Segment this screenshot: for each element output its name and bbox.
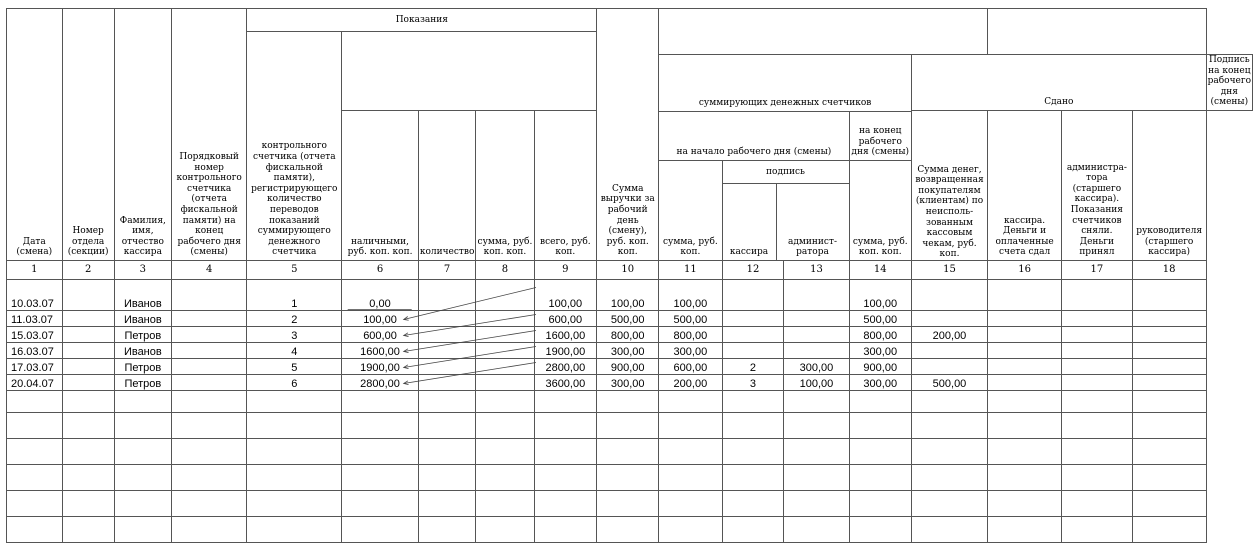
cell-start-sum: 1900,00: [342, 358, 419, 374]
empty-cell: [1132, 390, 1206, 412]
empty-cell: [1062, 464, 1132, 490]
header-qty: [418, 110, 476, 260]
col-number: 5: [247, 260, 342, 279]
empty-cell: [987, 438, 1061, 464]
cell-cash: 600,00: [659, 358, 722, 374]
empty-cell: [659, 390, 722, 412]
cell-qty: [722, 310, 784, 326]
cell-counter: 2: [247, 310, 342, 326]
empty-cell: [171, 326, 246, 342]
cell-end: 600,00: [534, 310, 597, 326]
empty-cell: [62, 279, 114, 310]
empty-cell: [722, 390, 784, 412]
col-number: 3: [114, 260, 171, 279]
empty-cell: [342, 490, 419, 516]
empty-cell: [1062, 310, 1132, 326]
col-number: 14: [849, 260, 912, 279]
empty-cell: [1132, 374, 1206, 390]
header-signature-end-of-day: Подпись на конец рабочего дня (смены): [1206, 55, 1252, 111]
empty-cell: [342, 390, 419, 412]
empty-cell: [476, 374, 534, 390]
col-number: 18: [1132, 260, 1206, 279]
empty-cell: [912, 516, 988, 542]
column-numbers-row: [7, 260, 1253, 279]
empty-cell: [7, 516, 63, 542]
header-sig-admin: администра- тора (старшего кассира). Показания счетчиков сняли. Деньги принял: [1062, 110, 1132, 260]
empty-cell: [1062, 412, 1132, 438]
col-number: 8: [476, 260, 534, 279]
cell-docsum: 100,00: [784, 374, 849, 390]
empty-cell: [1132, 358, 1206, 374]
empty-cell: [1132, 516, 1206, 542]
empty-cell: [476, 342, 534, 358]
header-blank-top-right: [987, 9, 1206, 55]
journal-row: [7, 326, 1253, 342]
empty-cell: [659, 438, 722, 464]
col-number: 15: [912, 260, 988, 279]
cell-total: 300,00: [849, 342, 912, 358]
cell-date: 15.03.07: [7, 326, 63, 342]
cell-start-sum: 600,00: [342, 326, 419, 342]
col-number: 16: [987, 260, 1061, 279]
empty-cell: [114, 516, 171, 542]
header-summing-counters: суммирующих денежных счетчиков: [659, 55, 912, 112]
cell-date: 16.03.07: [7, 342, 63, 358]
cell-total: 900,00: [849, 358, 912, 374]
col-number: 6: [342, 260, 419, 279]
empty-cell: [987, 490, 1061, 516]
empty-row: [7, 412, 1253, 438]
empty-cell: [534, 438, 597, 464]
empty-cell: [534, 516, 597, 542]
col-number: 13: [784, 260, 849, 279]
empty-cell: [7, 390, 63, 412]
cell-total: 800,00: [849, 326, 912, 342]
header-department: Номер отдела (секции): [62, 9, 114, 261]
empty-cell: [418, 374, 476, 390]
cell-cash: 500,00: [659, 310, 722, 326]
cell-total: 100,00: [849, 279, 912, 310]
col-number: 12: [722, 260, 784, 279]
journal-row: [7, 342, 1253, 358]
empty-row: [7, 464, 1253, 490]
cell-counter: 5: [247, 358, 342, 374]
cell-date: 10.03.07: [7, 279, 63, 310]
empty-cell: [342, 412, 419, 438]
col-number: 11: [659, 260, 722, 279]
empty-cell: [1062, 326, 1132, 342]
journal-form: [6, 8, 1253, 543]
cell-docsum: [784, 342, 849, 358]
empty-cell: [342, 516, 419, 542]
empty-cell: [171, 464, 246, 490]
empty-cell: [987, 326, 1061, 342]
empty-cell: [1062, 490, 1132, 516]
empty-cell: [114, 412, 171, 438]
empty-cell: [7, 438, 63, 464]
empty-cell: [1132, 310, 1206, 326]
empty-cell: [659, 490, 722, 516]
cell-cashier: Петров: [114, 326, 171, 342]
cell-cashier: Иванов: [114, 279, 171, 310]
cell-docsum: [784, 279, 849, 310]
cell-qty: [722, 279, 784, 310]
empty-cell: [7, 464, 63, 490]
header-docsum: сумма, руб. коп. коп.: [476, 110, 534, 260]
empty-cell: [1062, 516, 1132, 542]
empty-cell: [987, 342, 1061, 358]
empty-cell: [987, 464, 1061, 490]
empty-cell: [418, 412, 476, 438]
empty-cell: [476, 516, 534, 542]
empty-cell: [62, 412, 114, 438]
cell-qty: 2: [722, 358, 784, 374]
col-number: 1: [7, 260, 63, 279]
empty-cell: [1132, 279, 1206, 310]
cell-counter: 4: [247, 342, 342, 358]
empty-row: [7, 390, 1253, 412]
header-sig-admin-start: админист- ратора: [788, 236, 837, 258]
empty-cell: [247, 490, 342, 516]
empty-cell: [659, 516, 722, 542]
cell-end: 3600,00: [534, 374, 597, 390]
cell-start-sum: 0,00: [342, 279, 419, 310]
header-date: Дата (смена): [7, 9, 63, 261]
empty-cell: [784, 516, 849, 542]
empty-cell: [987, 390, 1061, 412]
col-number: 10: [597, 260, 659, 279]
cell-revenue: 300,00: [597, 374, 659, 390]
empty-cell: [912, 412, 988, 438]
empty-cell: [597, 438, 659, 464]
cashier-journal-table: [6, 8, 1253, 543]
empty-cell: [1132, 438, 1206, 464]
col-number: 9: [534, 260, 597, 279]
empty-cell: [476, 310, 534, 326]
col-number: 7: [418, 260, 476, 279]
cell-end: 2800,00: [534, 358, 597, 374]
empty-cell: [171, 342, 246, 358]
empty-cell: [534, 490, 597, 516]
empty-row: [7, 438, 1253, 464]
empty-cell: [659, 464, 722, 490]
empty-cell: [597, 490, 659, 516]
empty-cell: [1062, 390, 1132, 412]
cell-counter: 3: [247, 326, 342, 342]
empty-cell: [597, 412, 659, 438]
cell-revenue: 100,00: [597, 279, 659, 310]
empty-cell: [418, 464, 476, 490]
cell-counter: 6: [247, 374, 342, 390]
empty-cell: [912, 438, 988, 464]
empty-cell: [849, 490, 912, 516]
journal-row: [7, 310, 1253, 326]
empty-cell: [171, 310, 246, 326]
cell-cash: 100,00: [659, 279, 722, 310]
cell-date: 17.03.07: [7, 358, 63, 374]
empty-cell: [171, 374, 246, 390]
empty-cell: [987, 310, 1061, 326]
header-total: всего, руб. коп.: [534, 110, 597, 260]
header-start-of-day: на начало рабочего дня (смены): [659, 111, 849, 160]
header-sig-cashier-start: кассира: [723, 184, 777, 260]
header-readings-blank: [342, 32, 597, 111]
empty-cell: [476, 490, 534, 516]
header-control-counter: контрольного счетчика (отчета фискальной памяти), регистрирующего количество переводов показаний суммирующего денежного счетчика: [247, 32, 342, 261]
empty-cell: [62, 310, 114, 326]
empty-cell: [987, 374, 1061, 390]
cell-end: 100,00: [534, 279, 597, 310]
cell-start-sum: 1600,00: [342, 342, 419, 358]
empty-cell: [784, 438, 849, 464]
empty-cell: [534, 390, 597, 412]
empty-cell: [171, 490, 246, 516]
empty-cell: [1132, 490, 1206, 516]
cell-cashier: Петров: [114, 358, 171, 374]
empty-cell: [7, 412, 63, 438]
empty-cell: [912, 464, 988, 490]
empty-cell: [171, 358, 246, 374]
empty-cell: [247, 464, 342, 490]
empty-cell: [722, 490, 784, 516]
empty-cell: [342, 438, 419, 464]
empty-cell: [987, 358, 1061, 374]
journal-row: [7, 358, 1253, 374]
empty-row: [7, 516, 1253, 542]
empty-cell: [1062, 279, 1132, 310]
empty-cell: [62, 516, 114, 542]
empty-cell: [418, 490, 476, 516]
empty-cell: [784, 390, 849, 412]
cell-start-sum: 100,00: [342, 310, 419, 326]
empty-cell: [987, 516, 1061, 542]
cell-qty: [722, 326, 784, 342]
header-sig-cashier: кассира. Деньги и оплаченные счета сдал: [987, 110, 1061, 260]
empty-cell: [247, 438, 342, 464]
header-end-sum: сумма, руб. коп. коп.: [849, 160, 912, 260]
cell-returned: 500,00: [912, 374, 988, 390]
empty-cell: [849, 390, 912, 412]
cell-cash: 800,00: [659, 326, 722, 342]
empty-cell: [476, 438, 534, 464]
empty-cell: [171, 438, 246, 464]
empty-cell: [418, 342, 476, 358]
cell-revenue: 500,00: [597, 310, 659, 326]
header-counter-number: Порядковый номер контрольного счетчика (отчета фискальной памяти) на конец рабочего дня (смены): [171, 9, 246, 261]
empty-cell: [171, 412, 246, 438]
cell-revenue: 900,00: [597, 358, 659, 374]
header-cashier-name: Фамилия, имя, отчество кассира: [114, 9, 171, 261]
empty-cell: [1132, 342, 1206, 358]
empty-cell: [247, 516, 342, 542]
empty-cell: [784, 490, 849, 516]
empty-cell: [7, 490, 63, 516]
cell-returned: 200,00: [912, 326, 988, 342]
cell-date: 20.04.07: [7, 374, 63, 390]
empty-cell: [418, 310, 476, 326]
empty-cell: [247, 390, 342, 412]
cell-docsum: 300,00: [784, 358, 849, 374]
cell-docsum: [784, 310, 849, 326]
empty-cell: [784, 412, 849, 438]
cell-counter: 1: [247, 279, 342, 310]
empty-cell: [418, 516, 476, 542]
empty-cell: [476, 464, 534, 490]
empty-cell: [171, 516, 246, 542]
empty-row: [7, 490, 1253, 516]
empty-cell: [597, 516, 659, 542]
empty-cell: [62, 390, 114, 412]
empty-cell: [418, 438, 476, 464]
empty-cell: [418, 358, 476, 374]
cell-cash: 300,00: [659, 342, 722, 358]
empty-cell: [62, 342, 114, 358]
journal-rows: [7, 279, 1253, 542]
empty-cell: [849, 516, 912, 542]
empty-cell: [1062, 358, 1132, 374]
header-cash: наличными, руб. коп. коп.: [342, 110, 419, 260]
cell-start-sum: 2800,00: [342, 374, 419, 390]
empty-cell: [784, 464, 849, 490]
empty-cell: [418, 390, 476, 412]
empty-cell: [62, 358, 114, 374]
empty-cell: [62, 374, 114, 390]
cell-total: 500,00: [849, 310, 912, 326]
header-end-of-day: на конец рабочего дня (смены): [849, 111, 912, 160]
cell-end: 1600,00: [534, 326, 597, 342]
header-revenue: Сумма выручки за рабочий день (смену), руб. коп. коп.: [597, 9, 659, 261]
empty-cell: [1132, 464, 1206, 490]
col-number: 2: [62, 260, 114, 279]
empty-cell: [114, 464, 171, 490]
empty-cell: [342, 464, 419, 490]
header-readings: Показания: [247, 9, 597, 32]
empty-cell: [912, 390, 988, 412]
empty-cell: [534, 412, 597, 438]
empty-cell: [849, 438, 912, 464]
empty-cell: [722, 464, 784, 490]
empty-cell: [62, 490, 114, 516]
empty-cell: [849, 412, 912, 438]
empty-cell: [987, 279, 1061, 310]
header-handed-over: Сдано: [912, 55, 1207, 111]
cell-qty: [722, 342, 784, 358]
col-number: 4: [171, 260, 246, 279]
empty-cell: [659, 412, 722, 438]
header-blank-top: [659, 9, 988, 55]
cell-cashier: Петров: [114, 374, 171, 390]
empty-cell: [418, 326, 476, 342]
header-signature-group: [722, 160, 849, 260]
journal-row: [7, 374, 1253, 390]
cell-date: 11.03.07: [7, 310, 63, 326]
empty-cell: [476, 390, 534, 412]
empty-cell: [476, 326, 534, 342]
empty-cell: [476, 358, 534, 374]
header-returned-label: Сумма денег, возвращенная покупателям (клиентам) по неисполь- зованным кассовым чекам, руб. коп.: [915, 164, 984, 260]
journal-row: [7, 279, 1253, 310]
empty-cell: [114, 438, 171, 464]
empty-cell: [62, 326, 114, 342]
empty-cell: [1062, 438, 1132, 464]
empty-cell: [247, 412, 342, 438]
header-start-sum: сумма, руб. коп.: [659, 160, 722, 260]
empty-cell: [597, 464, 659, 490]
empty-cell: [1062, 374, 1132, 390]
cell-revenue: 300,00: [597, 342, 659, 358]
empty-cell: [114, 490, 171, 516]
header-returned: [912, 110, 988, 260]
empty-cell: [1132, 412, 1206, 438]
cell-revenue: 800,00: [597, 326, 659, 342]
empty-cell: [62, 438, 114, 464]
empty-cell: [912, 490, 988, 516]
col-number: 17: [1062, 260, 1132, 279]
cell-cashier: Иванов: [114, 342, 171, 358]
empty-cell: [722, 438, 784, 464]
cell-cashier: Иванов: [114, 310, 171, 326]
empty-cell: [171, 390, 246, 412]
empty-cell: [1132, 326, 1206, 342]
cell-returned: [912, 342, 988, 358]
empty-cell: [476, 412, 534, 438]
cell-returned: [912, 358, 988, 374]
empty-cell: [171, 279, 246, 310]
header-signature: подпись: [723, 161, 849, 184]
cell-cash: 200,00: [659, 374, 722, 390]
cell-qty: 3: [722, 374, 784, 390]
header-sig-manager: руководителя (старшего кассира): [1132, 110, 1206, 260]
empty-cell: [114, 390, 171, 412]
empty-cell: [1062, 342, 1132, 358]
empty-cell: [418, 279, 476, 310]
empty-cell: [849, 464, 912, 490]
cell-docsum: [784, 326, 849, 342]
empty-cell: [62, 464, 114, 490]
empty-cell: [722, 516, 784, 542]
header-qty-label: количество: [419, 247, 475, 258]
cell-returned: [912, 279, 988, 310]
empty-cell: [534, 464, 597, 490]
empty-cell: [597, 390, 659, 412]
cell-returned: [912, 310, 988, 326]
empty-cell: [476, 279, 534, 310]
empty-cell: [987, 412, 1061, 438]
cell-total: 300,00: [849, 374, 912, 390]
cell-end: 1900,00: [534, 342, 597, 358]
empty-cell: [722, 412, 784, 438]
